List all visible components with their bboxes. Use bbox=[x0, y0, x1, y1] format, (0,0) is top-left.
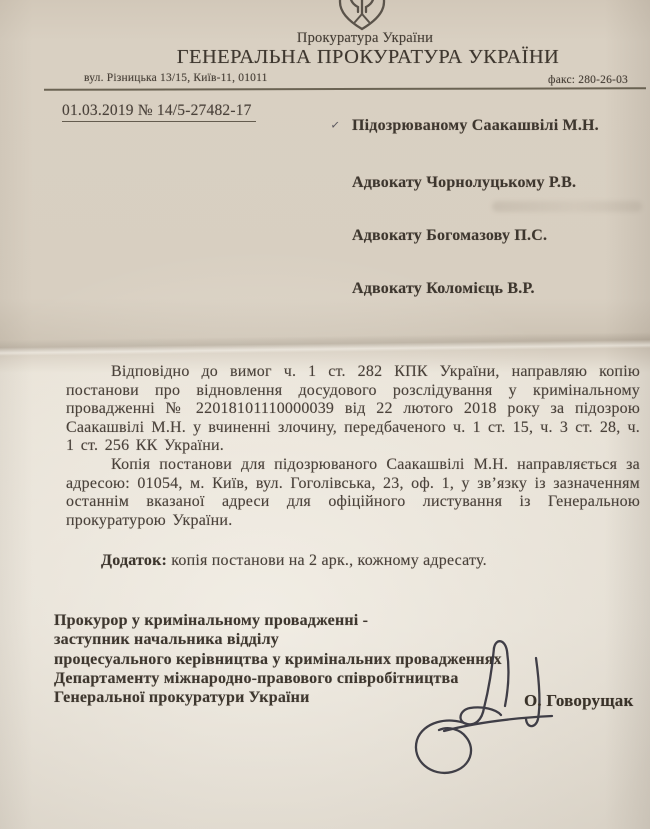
signatory-title-line-1: Прокурор у кримінальному провадженні - bbox=[54, 612, 369, 629]
signatory-title-line-2: заступник начальника відділу bbox=[54, 631, 279, 649]
addressee-lawyer-2: Адвокату Богомазову П.С. bbox=[352, 227, 548, 244]
agency-name: ГЕНЕРАЛЬНА ПРОКУРАТУРА УКРАЇНИ bbox=[176, 46, 560, 68]
agency-address: вул. Різницька 13/15, Київ-11, 01011 bbox=[84, 72, 268, 84]
addressee-lawyer-3: Адвокату Коломієць В.Р. bbox=[352, 280, 535, 297]
addressee-suspect: Підозрюваному Саакашвілі М.Н. bbox=[352, 117, 599, 134]
fold-crease bbox=[0, 332, 650, 356]
signatory-title-line-4: Департаменту міжнародно-правового співробітництва bbox=[54, 669, 459, 687]
agency-fax: факс: 280-26-03 bbox=[548, 74, 628, 86]
signatory-title-line-3: процесуального керівництва у кримінальних провадженнях bbox=[54, 650, 502, 668]
body-paragraph-2: Копія постанови для підозрюваного Саакашвілі М.Н. направляється за адресою: 01054, м. Київ, вул. Гоголівська, 23, оф. 1, у зв’язку із зазначенням останнім вказаної адреси для офіційного листування із Генеральною прокуратурою України. bbox=[66, 455, 640, 529]
signer-name: О. Говорущак bbox=[524, 691, 634, 710]
attachment-line bbox=[66, 552, 640, 570]
body-paragraph-1: Відповідно до вимог ч. 1 ст. 282 КПК України, направляю копію постанови про відновлення досудового розслідування у кримінальному провадженні № 22018101110000039 від 22 лютого 2018 року за підозрою Саакашвілі М.Н. у вчиненні злочину, передбаченого ч. 1 ст. 15, ч. 3 ст. 28, ч. 1 ст. 256 КК України. bbox=[66, 363, 640, 455]
faded-smudge bbox=[492, 201, 642, 212]
letter-body bbox=[66, 363, 640, 530]
agency-parent-name: Прокуратура України bbox=[296, 30, 434, 46]
reference-number: 01.03.2019 № 14/5-27482-17 bbox=[62, 102, 256, 122]
attachment-label: Додаток: bbox=[101, 552, 168, 569]
attachment-text: копія постанови на 2 арк., кожному адресату. bbox=[167, 552, 487, 569]
addressee-lawyer-1: Адвокату Чорнолуцькому Р.В. bbox=[352, 174, 577, 191]
ukraine-trident-emblem bbox=[336, 0, 388, 32]
letterhead-divider bbox=[44, 87, 646, 91]
signatory-title-line-5: Генеральної прокуратури України bbox=[54, 689, 310, 707]
pen-checkmark: ✓ bbox=[329, 117, 341, 133]
